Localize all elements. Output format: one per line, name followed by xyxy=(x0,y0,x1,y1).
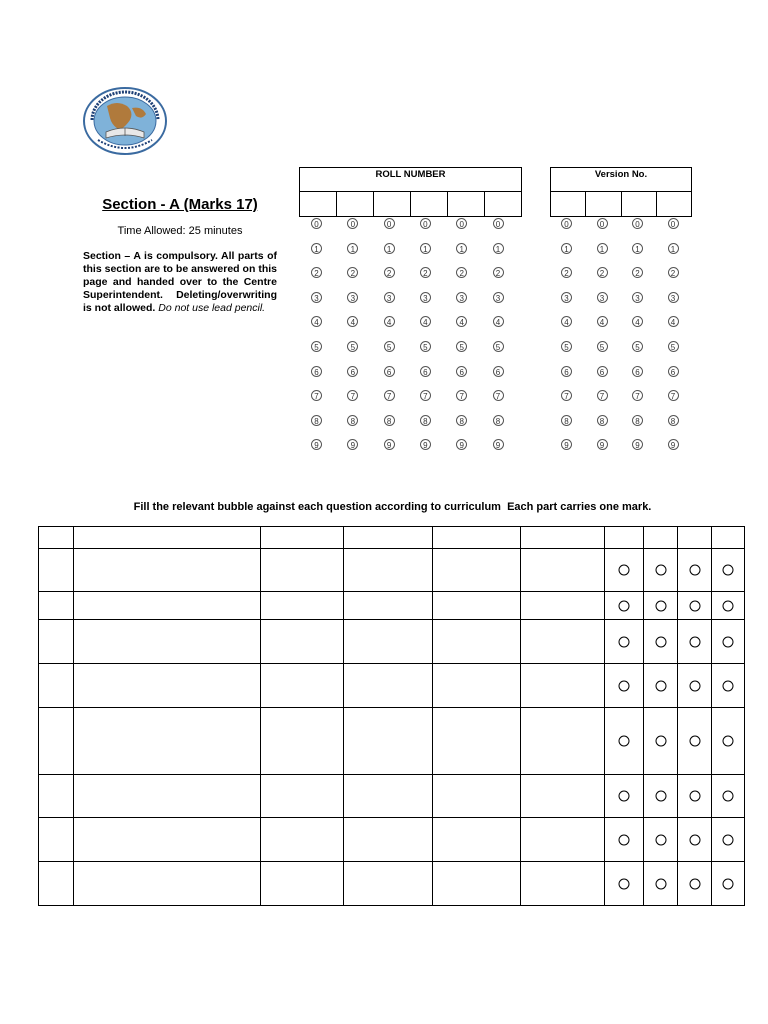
version-label: Version No. xyxy=(551,168,691,192)
digit-entry-cell[interactable] xyxy=(586,192,621,216)
version-digit-bubble[interactable]: 9 xyxy=(561,439,572,450)
version-digit-bubble[interactable]: 7 xyxy=(561,390,572,401)
answer-cell xyxy=(521,775,605,818)
version-digit-bubble[interactable]: 7 xyxy=(632,390,643,401)
roll-number-digit-bubble[interactable]: 7 xyxy=(420,390,431,401)
answer-option-bubble[interactable] xyxy=(619,636,630,647)
roll-number-digit-bubble[interactable]: 8 xyxy=(493,415,504,426)
answer-cell xyxy=(344,818,433,862)
roll-number-digit-bubble[interactable]: 3 xyxy=(456,292,467,303)
answer-cell xyxy=(521,664,605,708)
answer-cell xyxy=(261,708,344,775)
roll-number-digit-bubble[interactable]: 3 xyxy=(347,292,358,303)
answer-cell xyxy=(74,775,261,818)
answer-row xyxy=(39,549,745,592)
answer-row xyxy=(39,818,745,862)
answer-row xyxy=(39,775,745,818)
answer-cell xyxy=(521,620,605,664)
option-cell xyxy=(678,664,712,708)
option-cell xyxy=(605,620,644,664)
roll-number-digit-bubble[interactable]: 5 xyxy=(420,341,431,352)
answer-cell xyxy=(261,620,344,664)
answer-option-bubble[interactable] xyxy=(619,736,630,747)
roll-number-digit-bubble[interactable]: 9 xyxy=(347,439,358,450)
roll-number-digit-bubble[interactable]: 8 xyxy=(347,415,358,426)
roll-number-digit-bubble[interactable]: 9 xyxy=(420,439,431,450)
answer-cell xyxy=(433,664,521,708)
answer-cell xyxy=(521,549,605,592)
option-cell xyxy=(644,620,678,664)
answer-cell xyxy=(74,862,261,906)
roll-number-digit-bubble[interactable]: 9 xyxy=(384,439,395,450)
answer-option-bubble[interactable] xyxy=(723,600,734,611)
version-digit-bubble[interactable]: 8 xyxy=(632,415,643,426)
version-digit-bubble[interactable]: 2 xyxy=(632,267,643,278)
option-cell xyxy=(678,818,712,862)
roll-number-digit-bubble[interactable]: 1 xyxy=(420,243,431,254)
answer-option-bubble[interactable] xyxy=(655,834,666,845)
version-cells xyxy=(551,192,691,216)
roll-number-digit-bubble[interactable]: 6 xyxy=(311,366,322,377)
roll-number-digit-bubble[interactable]: 1 xyxy=(384,243,395,254)
header-cell xyxy=(712,527,745,549)
answer-cell xyxy=(39,775,74,818)
roll-number-digit-bubble[interactable]: 1 xyxy=(311,243,322,254)
version-digit-bubble[interactable]: 5 xyxy=(597,341,608,352)
roll-number-digit-bubble[interactable]: 9 xyxy=(456,439,467,450)
roll-number-digit-bubble[interactable]: 6 xyxy=(420,366,431,377)
version-digit-bubble[interactable]: 0 xyxy=(632,218,643,229)
digit-entry-cell[interactable] xyxy=(622,192,657,216)
version-digit-bubble[interactable]: 1 xyxy=(632,243,643,254)
version-digit-bubble[interactable]: 5 xyxy=(632,341,643,352)
answer-cell xyxy=(261,775,344,818)
answer-option-bubble[interactable] xyxy=(723,834,734,845)
roll-number-digit-bubble[interactable]: 0 xyxy=(311,218,322,229)
roll-number-digit-bubble[interactable]: 8 xyxy=(456,415,467,426)
header-cell xyxy=(344,527,433,549)
roll-number-digit-bubble[interactable]: 7 xyxy=(384,390,395,401)
roll-number-digit-bubble[interactable]: 0 xyxy=(347,218,358,229)
option-cell xyxy=(712,664,745,708)
answer-option-bubble[interactable] xyxy=(655,680,666,691)
roll-number-cells xyxy=(300,192,521,216)
answer-cell xyxy=(261,862,344,906)
digit-entry-cell[interactable] xyxy=(485,192,521,216)
version-digit-bubble[interactable]: 6 xyxy=(561,366,572,377)
answer-cell xyxy=(433,592,521,620)
option-cell xyxy=(678,592,712,620)
header-cell xyxy=(521,527,605,549)
answer-cell xyxy=(521,862,605,906)
answer-table xyxy=(38,526,745,906)
answer-cell xyxy=(344,708,433,775)
answer-cell xyxy=(433,775,521,818)
roll-number-box xyxy=(299,167,522,217)
version-digit-bubble[interactable]: 1 xyxy=(597,243,608,254)
answer-row xyxy=(39,708,745,775)
version-digit-bubble[interactable]: 4 xyxy=(632,316,643,327)
roll-number-digit-bubble[interactable]: 7 xyxy=(311,390,322,401)
version-digit-bubble[interactable]: 7 xyxy=(668,390,679,401)
roll-number-digit-bubble[interactable]: 7 xyxy=(456,390,467,401)
roll-number-digit-bubble[interactable]: 5 xyxy=(384,341,395,352)
fill-instructions: Fill the relevant bubble against each question according to curriculum Each part carries one mark. xyxy=(133,501,652,513)
version-digit-bubble[interactable]: 4 xyxy=(597,316,608,327)
answer-row xyxy=(39,862,745,906)
roll-number-digit-bubble[interactable]: 0 xyxy=(493,218,504,229)
answer-option-bubble[interactable] xyxy=(689,565,700,576)
answer-option-bubble[interactable] xyxy=(689,834,700,845)
roll-number-digit-bubble[interactable]: 5 xyxy=(493,341,504,352)
option-cell xyxy=(644,664,678,708)
roll-number-digit-bubble[interactable]: 4 xyxy=(456,316,467,327)
roll-number-digit-bubble[interactable]: 1 xyxy=(456,243,467,254)
board-seal-logo xyxy=(82,86,168,156)
answer-cell xyxy=(433,818,521,862)
answer-option-bubble[interactable] xyxy=(689,600,700,611)
answer-cell xyxy=(39,620,74,664)
roll-number-digit-bubble[interactable]: 1 xyxy=(493,243,504,254)
roll-number-digit-bubble[interactable]: 4 xyxy=(384,316,395,327)
version-digit-bubble[interactable]: 6 xyxy=(668,366,679,377)
digit-entry-cell[interactable] xyxy=(411,192,448,216)
option-cell xyxy=(605,775,644,818)
option-cell xyxy=(644,818,678,862)
roll-number-digit-bubble[interactable]: 2 xyxy=(347,267,358,278)
roll-number-digit-bubble[interactable]: 3 xyxy=(384,292,395,303)
option-cell xyxy=(644,775,678,818)
roll-number-digit-bubble[interactable]: 6 xyxy=(493,366,504,377)
digit-entry-cell[interactable] xyxy=(657,192,691,216)
answer-cell xyxy=(261,818,344,862)
version-digit-bubble[interactable]: 1 xyxy=(561,243,572,254)
option-cell xyxy=(712,818,745,862)
version-digit-bubble[interactable]: 3 xyxy=(632,292,643,303)
version-digit-bubble[interactable]: 2 xyxy=(668,267,679,278)
digit-entry-cell[interactable] xyxy=(374,192,411,216)
option-cell xyxy=(605,549,644,592)
version-digit-bubble[interactable]: 6 xyxy=(597,366,608,377)
roll-number-digit-bubble[interactable]: 2 xyxy=(311,267,322,278)
digit-entry-cell[interactable] xyxy=(448,192,485,216)
roll-number-digit-bubble[interactable]: 1 xyxy=(347,243,358,254)
version-digit-bubble[interactable]: 3 xyxy=(561,292,572,303)
version-digit-bubble[interactable]: 7 xyxy=(597,390,608,401)
roll-number-digit-bubble[interactable]: 3 xyxy=(493,292,504,303)
roll-number-digit-bubble[interactable]: 8 xyxy=(420,415,431,426)
roll-number-digit-bubble[interactable]: 2 xyxy=(456,267,467,278)
answer-cell xyxy=(74,592,261,620)
answer-option-bubble[interactable] xyxy=(655,878,666,889)
option-cell xyxy=(605,862,644,906)
option-cell xyxy=(678,708,712,775)
answer-row xyxy=(39,664,745,708)
answer-cell xyxy=(39,664,74,708)
roll-number-digit-bubble[interactable]: 7 xyxy=(347,390,358,401)
answer-option-bubble[interactable] xyxy=(619,680,630,691)
option-cell xyxy=(605,708,644,775)
option-cell xyxy=(712,862,745,906)
header-cell xyxy=(261,527,344,549)
answer-cell xyxy=(344,549,433,592)
roll-number-digit-bubble[interactable]: 2 xyxy=(493,267,504,278)
option-cell xyxy=(712,620,745,664)
header-cell xyxy=(39,527,74,549)
version-digit-bubble[interactable]: 3 xyxy=(597,292,608,303)
version-digit-bubble[interactable]: 0 xyxy=(561,218,572,229)
answer-cell xyxy=(74,664,261,708)
answer-option-bubble[interactable] xyxy=(723,680,734,691)
answer-cell xyxy=(344,862,433,906)
answer-cell xyxy=(433,549,521,592)
roll-number-digit-bubble[interactable]: 5 xyxy=(311,341,322,352)
instruction-warning: Do not use lead pencil. xyxy=(158,302,266,314)
option-cell xyxy=(678,775,712,818)
answer-cell xyxy=(74,818,261,862)
header-cell xyxy=(605,527,644,549)
header-cell xyxy=(678,527,712,549)
answer-option-bubble[interactable] xyxy=(689,791,700,802)
roll-number-digit-bubble[interactable]: 2 xyxy=(420,267,431,278)
answer-option-bubble[interactable] xyxy=(619,565,630,576)
section-instructions xyxy=(83,250,277,315)
answer-cell xyxy=(74,708,261,775)
answer-cell xyxy=(39,592,74,620)
roll-number-digit-bubble[interactable]: 0 xyxy=(456,218,467,229)
roll-number-digit-bubble[interactable]: 5 xyxy=(347,341,358,352)
answer-option-bubble[interactable] xyxy=(689,680,700,691)
answer-cell xyxy=(74,549,261,592)
version-digit-bubble[interactable]: 0 xyxy=(597,218,608,229)
answer-option-bubble[interactable] xyxy=(655,736,666,747)
version-digit-bubble[interactable]: 9 xyxy=(632,439,643,450)
time-allowed: Time Allowed: 25 minutes xyxy=(117,225,243,237)
version-digit-bubble[interactable]: 8 xyxy=(597,415,608,426)
roll-number-digit-bubble[interactable]: 0 xyxy=(384,218,395,229)
roll-number-digit-bubble[interactable]: 6 xyxy=(384,366,395,377)
answer-cell xyxy=(39,862,74,906)
option-cell xyxy=(644,592,678,620)
answer-option-bubble[interactable] xyxy=(655,565,666,576)
version-digit-bubble[interactable]: 9 xyxy=(668,439,679,450)
answer-option-bubble[interactable] xyxy=(689,878,700,889)
option-cell xyxy=(678,862,712,906)
answer-option-bubble[interactable] xyxy=(655,636,666,647)
roll-number-digit-bubble[interactable]: 4 xyxy=(493,316,504,327)
option-cell xyxy=(678,620,712,664)
version-box xyxy=(550,167,692,217)
roll-number-digit-bubble[interactable]: 4 xyxy=(420,316,431,327)
roll-number-digit-bubble[interactable]: 2 xyxy=(384,267,395,278)
option-cell xyxy=(605,592,644,620)
roll-number-digit-bubble[interactable]: 8 xyxy=(311,415,322,426)
answer-option-bubble[interactable] xyxy=(723,565,734,576)
header-cell xyxy=(644,527,678,549)
answer-option-bubble[interactable] xyxy=(655,791,666,802)
answer-option-bubble[interactable] xyxy=(689,636,700,647)
version-digit-bubble[interactable]: 4 xyxy=(561,316,572,327)
version-digit-bubble[interactable]: 4 xyxy=(668,316,679,327)
answer-row xyxy=(39,620,745,664)
answer-cell xyxy=(344,592,433,620)
answer-cell xyxy=(39,818,74,862)
option-cell xyxy=(644,708,678,775)
answer-option-bubble[interactable] xyxy=(723,878,734,889)
roll-number-digit-bubble[interactable]: 6 xyxy=(456,366,467,377)
version-digit-bubble[interactable]: 2 xyxy=(597,267,608,278)
option-cell xyxy=(605,818,644,862)
version-digit-bubble[interactable]: 5 xyxy=(561,341,572,352)
option-cell xyxy=(644,862,678,906)
answer-cell xyxy=(344,620,433,664)
roll-number-label: ROLL NUMBER xyxy=(300,168,521,192)
answer-option-bubble[interactable] xyxy=(619,878,630,889)
header-cell xyxy=(74,527,261,549)
answer-cell xyxy=(433,862,521,906)
answer-option-bubble[interactable] xyxy=(619,834,630,845)
answer-cell xyxy=(344,775,433,818)
instruction-text: Section – A is compulsory. All parts of this section are to be answered on this page and handed over to the Centre Superintendent. Deleting/overwriting is not allowed. xyxy=(83,250,277,314)
option-cell xyxy=(712,592,745,620)
version-digit-bubble[interactable]: 8 xyxy=(668,415,679,426)
answer-cell xyxy=(261,592,344,620)
answer-option-bubble[interactable] xyxy=(689,736,700,747)
version-digit-bubble[interactable]: 9 xyxy=(597,439,608,450)
version-digit-bubble[interactable]: 1 xyxy=(668,243,679,254)
version-digit-bubble[interactable]: 2 xyxy=(561,267,572,278)
digit-entry-cell[interactable] xyxy=(337,192,374,216)
answer-cell xyxy=(344,664,433,708)
roll-number-digit-bubble[interactable]: 9 xyxy=(493,439,504,450)
digit-entry-cell[interactable] xyxy=(300,192,337,216)
roll-number-digit-bubble[interactable]: 8 xyxy=(384,415,395,426)
option-cell xyxy=(712,775,745,818)
answer-cell xyxy=(521,818,605,862)
header-cell xyxy=(433,527,521,549)
option-cell xyxy=(644,549,678,592)
version-digit-bubble[interactable]: 0 xyxy=(668,218,679,229)
roll-number-digit-bubble[interactable]: 7 xyxy=(493,390,504,401)
answer-option-bubble[interactable] xyxy=(723,791,734,802)
answer-cell xyxy=(39,549,74,592)
section-title: Section - A (Marks 17) xyxy=(102,196,258,213)
roll-number-digit-bubble[interactable]: 6 xyxy=(347,366,358,377)
roll-number-digit-bubble[interactable]: 3 xyxy=(311,292,322,303)
answer-option-bubble[interactable] xyxy=(723,636,734,647)
roll-number-digit-bubble[interactable]: 9 xyxy=(311,439,322,450)
answer-option-bubble[interactable] xyxy=(723,736,734,747)
roll-number-digit-bubble[interactable]: 4 xyxy=(347,316,358,327)
option-cell xyxy=(605,664,644,708)
answer-option-bubble[interactable] xyxy=(655,600,666,611)
answer-cell xyxy=(74,620,261,664)
answer-cell xyxy=(433,620,521,664)
answer-option-bubble[interactable] xyxy=(619,791,630,802)
roll-number-digit-bubble[interactable]: 0 xyxy=(420,218,431,229)
answer-header-row xyxy=(39,527,745,549)
answer-row xyxy=(39,592,745,620)
answer-cell xyxy=(521,708,605,775)
version-digit-bubble[interactable]: 5 xyxy=(668,341,679,352)
roll-number-digit-bubble[interactable]: 4 xyxy=(311,316,322,327)
option-cell xyxy=(712,549,745,592)
option-cell xyxy=(678,549,712,592)
version-digit-bubble[interactable]: 8 xyxy=(561,415,572,426)
option-cell xyxy=(712,708,745,775)
answer-cell xyxy=(433,708,521,775)
answer-option-bubble[interactable] xyxy=(619,600,630,611)
version-digit-bubble[interactable]: 6 xyxy=(632,366,643,377)
answer-cell xyxy=(261,549,344,592)
roll-number-digit-bubble[interactable]: 3 xyxy=(420,292,431,303)
version-digit-bubble[interactable]: 3 xyxy=(668,292,679,303)
roll-number-digit-bubble[interactable]: 5 xyxy=(456,341,467,352)
answer-cell xyxy=(261,664,344,708)
digit-entry-cell[interactable] xyxy=(551,192,586,216)
answer-cell xyxy=(521,592,605,620)
answer-cell xyxy=(39,708,74,775)
